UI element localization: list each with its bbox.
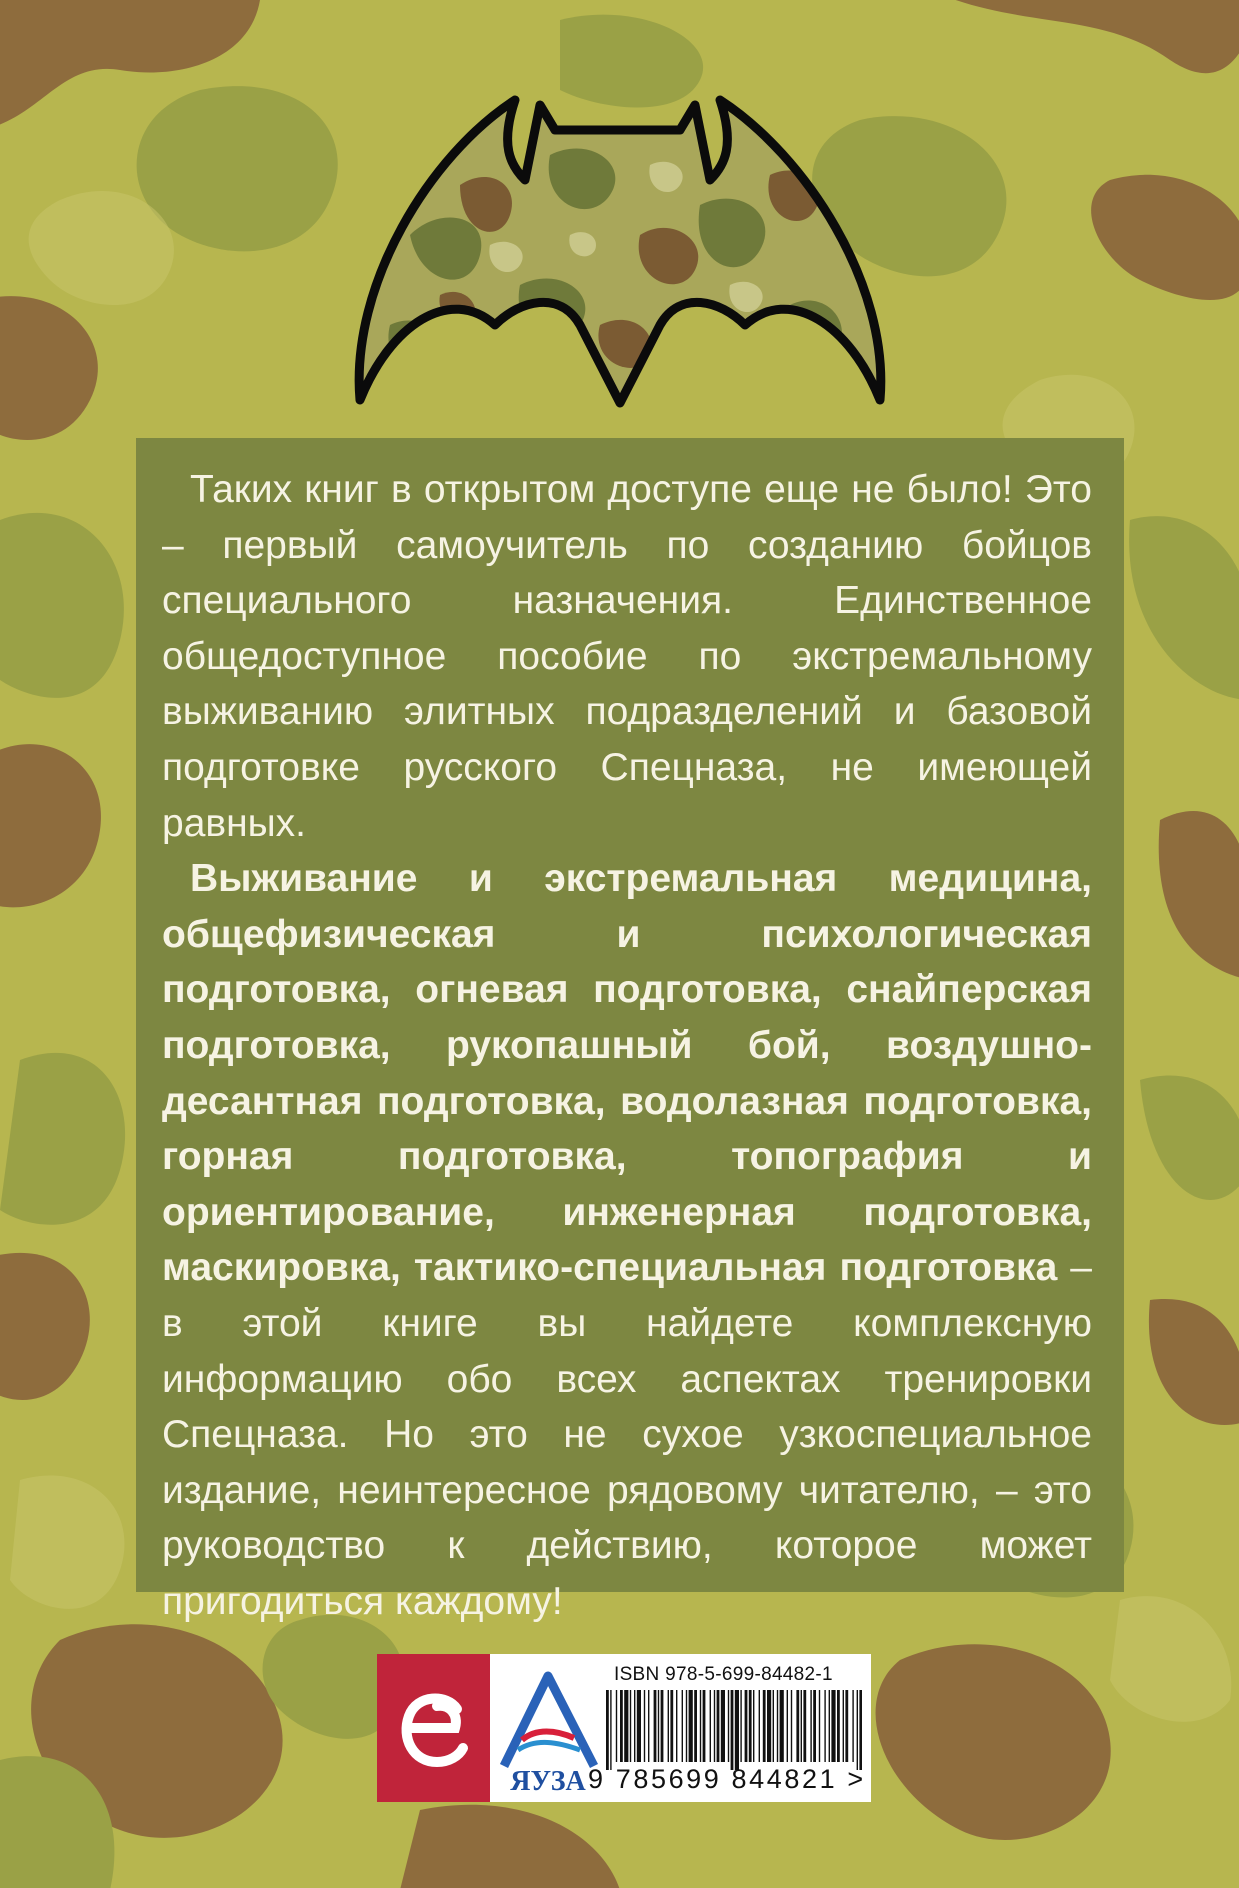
topics-list-bold: Выживание и экстремальная медицина, общефизическая и психологическая подготовка, огневая подготовка, снайперская подготовка, рукопашный бой, воздушно-десантная подготовка, водолазная подготовка, горная подготовка, топография и ориентирование, инженерная подготовка, маскировка, тактико-специальная подготовка — [162, 857, 1092, 1290]
isbn-label: ISBN 978-5-699-84482-1 — [614, 1664, 833, 1685]
description-panel — [136, 438, 1124, 1623]
intro-paragraph: Таких книг в открытом доступе еще не было! Это – первый самоучитель по созданию бойцов специального назначения. Единственное общедоступное пособие по экстремальному выживанию элитных подразделений и базовой подготовке русского Спецназа, не имеющей равных. — [162, 468, 1092, 845]
barcode-digits: 9 785699 844821 > — [588, 1764, 866, 1794]
topics-conclusion: – в этой книге вы найдете комплексную информацию обо всех аспектах тренировки Спецназа. Но это не сухое узкоспециальное издание, неинтересное рядовому читателю, – это руководство к действию, которое может пригодиться каждому! — [162, 1246, 1092, 1623]
description-text — [162, 462, 1092, 1629]
topics-paragraph — [162, 851, 1092, 1629]
eksmo-logo-icon — [377, 1654, 490, 1802]
publisher-footer — [377, 1654, 871, 1802]
barcode-icon — [606, 1690, 862, 1770]
bat-emblem-icon — [350, 85, 900, 420]
barcode-area — [490, 1654, 871, 1802]
yauza-logo-icon — [496, 1666, 601, 1794]
yauza-logo-text: ЯУЗА — [510, 1766, 586, 1794]
